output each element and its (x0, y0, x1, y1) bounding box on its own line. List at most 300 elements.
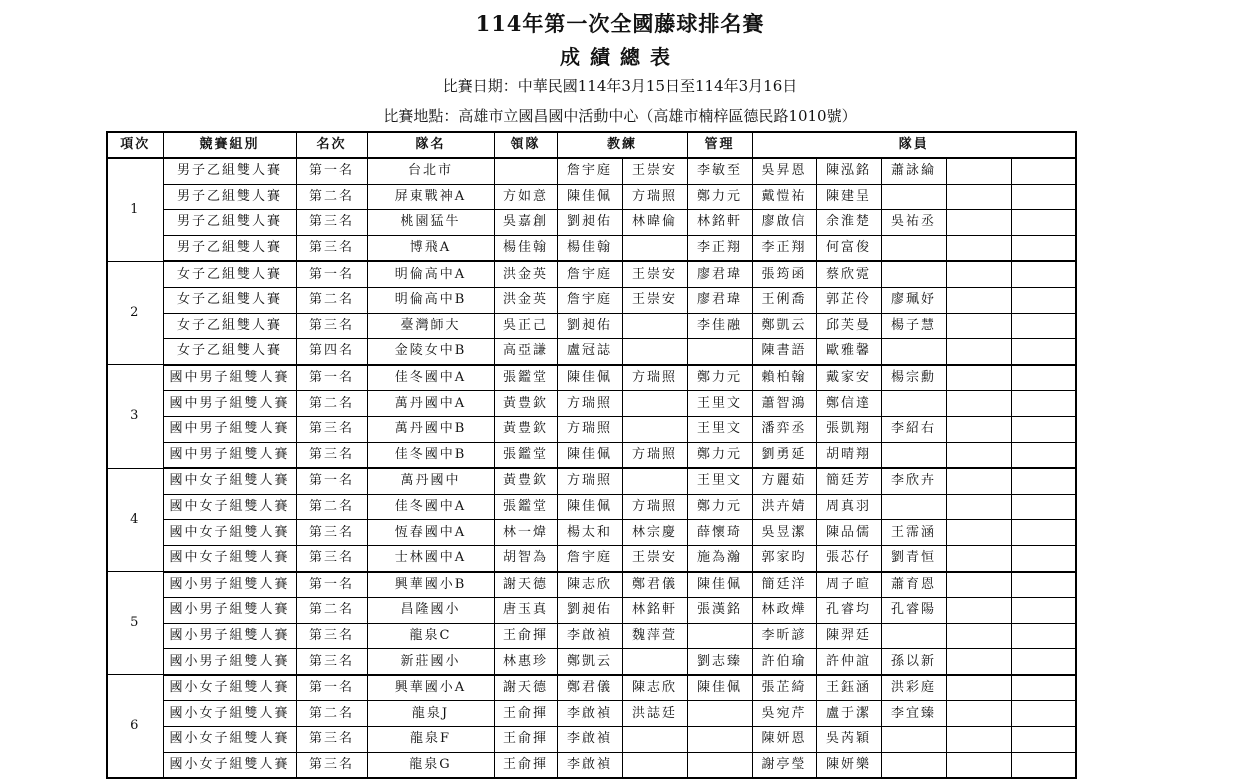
player-cell (946, 572, 1011, 598)
coach-cell: 鄭君儀 (557, 675, 622, 701)
rank-cell: 第二名 (296, 598, 367, 624)
team-name-cell: 明倫高中A (367, 261, 494, 287)
player-cell (946, 442, 1011, 468)
player-cell (1011, 442, 1076, 468)
player-cell (1011, 598, 1076, 624)
coach-cell: 李啟禎 (557, 752, 622, 778)
manager-cell: 鄭力元 (687, 365, 752, 391)
player-cell (946, 520, 1011, 546)
category-cell: 男子乙組雙人賽 (163, 235, 296, 261)
category-cell: 男子乙組雙人賽 (163, 184, 296, 210)
team-name-cell: 桃園猛牛 (367, 210, 494, 236)
manager-cell: 張漢銘 (687, 598, 752, 624)
team-name-cell: 龍泉J (367, 701, 494, 727)
category-cell: 國中男子組雙人賽 (163, 365, 296, 391)
header-players: 隊員 (752, 132, 1076, 158)
table-row (107, 391, 1076, 417)
leader-cell: 王俞揮 (494, 701, 557, 727)
rank-cell: 第二名 (296, 494, 367, 520)
player-cell (881, 339, 946, 365)
item-number-cell: 1 (107, 158, 163, 261)
competition-date: 比賽日期：中華民國114年3月15日至114年3月16日 (442, 77, 798, 95)
player-cell: 劉勇延 (752, 442, 816, 468)
team-name-cell: 萬丹國中 (367, 468, 494, 494)
player-cell (946, 623, 1011, 649)
manager-cell: 鄭力元 (687, 494, 752, 520)
player-cell (1011, 158, 1076, 184)
manager-cell: 李正翔 (687, 235, 752, 261)
manager-cell: 廖君瑋 (687, 287, 752, 313)
coach-cell: 方瑞照 (622, 365, 687, 391)
player-cell: 陳書語 (752, 339, 816, 365)
table-row (107, 572, 1076, 598)
header-category: 競賽組別 (163, 132, 296, 158)
table-row (107, 339, 1076, 365)
category-cell: 國中女子組雙人賽 (163, 494, 296, 520)
coach-cell: 王崇安 (622, 158, 687, 184)
player-cell: 周子暄 (816, 572, 881, 598)
table-row (107, 520, 1076, 546)
player-cell (1011, 468, 1076, 494)
leader-cell: 方如意 (494, 184, 557, 210)
coach-cell: 楊佳翰 (557, 235, 622, 261)
player-cell: 李紹右 (881, 416, 946, 442)
rank-cell: 第一名 (296, 675, 367, 701)
coach-cell (622, 468, 687, 494)
coach-cell: 方瑞照 (622, 494, 687, 520)
player-cell: 許伯瑜 (752, 649, 816, 675)
player-cell: 吳祐丞 (881, 210, 946, 236)
coach-cell: 魏萍萱 (622, 623, 687, 649)
player-cell: 陳建呈 (816, 184, 881, 210)
table-row (107, 649, 1076, 675)
player-cell (946, 598, 1011, 624)
category-cell: 國中男子組雙人賽 (163, 391, 296, 417)
category-cell: 國中女子組雙人賽 (163, 520, 296, 546)
coach-cell: 陳佳佩 (557, 442, 622, 468)
player-cell: 周真羽 (816, 494, 881, 520)
manager-cell (687, 727, 752, 753)
leader-cell (494, 158, 557, 184)
coach-cell: 劉昶佑 (557, 210, 622, 236)
player-cell (946, 261, 1011, 287)
leader-cell: 張鑑堂 (494, 365, 557, 391)
manager-cell: 劉志臻 (687, 649, 752, 675)
coach-cell: 李啟禎 (557, 623, 622, 649)
player-cell (946, 391, 1011, 417)
player-cell (946, 235, 1011, 261)
coach-cell (622, 313, 687, 339)
manager-cell (687, 752, 752, 778)
player-cell (946, 287, 1011, 313)
category-cell: 國中女子組雙人賽 (163, 468, 296, 494)
player-cell (946, 365, 1011, 391)
table-row (107, 623, 1076, 649)
player-cell (1011, 391, 1076, 417)
coach-cell: 李啟禎 (557, 727, 622, 753)
results-body (107, 158, 1076, 778)
coach-cell: 盧冠誌 (557, 339, 622, 365)
coach-cell: 陳志欣 (557, 572, 622, 598)
player-cell (946, 701, 1011, 727)
player-cell (1011, 416, 1076, 442)
coach-cell: 林銘軒 (622, 598, 687, 624)
rank-cell: 第一名 (296, 261, 367, 287)
player-cell (946, 339, 1011, 365)
player-cell (1011, 545, 1076, 571)
player-cell (1011, 365, 1076, 391)
table-row (107, 210, 1076, 236)
player-cell: 方麗茹 (752, 468, 816, 494)
leader-cell: 謝天德 (494, 675, 557, 701)
manager-cell: 陳佳佩 (687, 572, 752, 598)
player-cell (881, 442, 946, 468)
player-cell: 盧于潔 (816, 701, 881, 727)
coach-cell (622, 416, 687, 442)
rank-cell: 第二名 (296, 287, 367, 313)
player-cell: 許仲誼 (816, 649, 881, 675)
rank-cell: 第三名 (296, 520, 367, 546)
category-cell: 國小男子組雙人賽 (163, 572, 296, 598)
table-row (107, 752, 1076, 778)
coach-cell: 陳佳佩 (557, 494, 622, 520)
coach-cell (622, 752, 687, 778)
header-item-no: 項次 (107, 132, 163, 158)
leader-cell: 張鑑堂 (494, 442, 557, 468)
player-cell: 蔡欣霓 (816, 261, 881, 287)
player-cell: 陳泓銘 (816, 158, 881, 184)
leader-cell: 王俞揮 (494, 727, 557, 753)
coach-cell: 詹宇庭 (557, 287, 622, 313)
player-cell: 賴柏翰 (752, 365, 816, 391)
player-cell (1011, 727, 1076, 753)
coach-cell: 林暐倫 (622, 210, 687, 236)
table-row (107, 494, 1076, 520)
team-name-cell: 恆春國中A (367, 520, 494, 546)
team-name-cell: 龍泉C (367, 623, 494, 649)
coach-cell: 詹宇庭 (557, 261, 622, 287)
category-cell: 國小男子組雙人賽 (163, 649, 296, 675)
manager-cell: 林銘軒 (687, 210, 752, 236)
manager-cell: 廖君瑋 (687, 261, 752, 287)
category-cell: 國中男子組雙人賽 (163, 442, 296, 468)
table-row (107, 235, 1076, 261)
player-cell: 蕭育恩 (881, 572, 946, 598)
player-cell (946, 210, 1011, 236)
coach-cell: 陳志欣 (622, 675, 687, 701)
player-cell: 陳羿廷 (816, 623, 881, 649)
table-row (107, 287, 1076, 313)
table-row (107, 598, 1076, 624)
team-name-cell: 屏東戰神A (367, 184, 494, 210)
coach-cell (622, 649, 687, 675)
player-cell: 蕭智鴻 (752, 391, 816, 417)
team-name-cell: 興華國小B (367, 572, 494, 598)
player-cell (881, 235, 946, 261)
coach-cell: 詹宇庭 (557, 158, 622, 184)
header-leader: 領隊 (494, 132, 557, 158)
coach-cell: 方瑞照 (622, 442, 687, 468)
player-cell: 孔睿陽 (881, 598, 946, 624)
player-cell: 簡廷洋 (752, 572, 816, 598)
player-cell (946, 468, 1011, 494)
manager-cell: 施為瀚 (687, 545, 752, 571)
player-cell: 歐雅馨 (816, 339, 881, 365)
team-name-cell: 臺灣師大 (367, 313, 494, 339)
player-cell: 何富俊 (816, 235, 881, 261)
leader-cell: 林惠珍 (494, 649, 557, 675)
coach-cell: 王崇安 (622, 545, 687, 571)
leader-cell: 楊佳翰 (494, 235, 557, 261)
rank-cell: 第二名 (296, 391, 367, 417)
header-coach: 教練 (557, 132, 687, 158)
player-cell (881, 727, 946, 753)
player-cell (1011, 649, 1076, 675)
coach-cell: 方瑞照 (622, 184, 687, 210)
coach-cell: 詹宇庭 (557, 545, 622, 571)
rank-cell: 第三名 (296, 235, 367, 261)
player-cell: 郭芷伶 (816, 287, 881, 313)
player-cell (946, 184, 1011, 210)
leader-cell: 胡智為 (494, 545, 557, 571)
coach-cell (622, 339, 687, 365)
table-row (107, 416, 1076, 442)
player-cell: 吳宛芹 (752, 701, 816, 727)
table-row (107, 468, 1076, 494)
player-cell: 謝亭瑩 (752, 752, 816, 778)
document-subtitle: 成績總表 (560, 45, 680, 69)
coach-cell (622, 391, 687, 417)
player-cell (946, 545, 1011, 571)
leader-cell: 黃豊欽 (494, 468, 557, 494)
team-name-cell: 士林國中A (367, 545, 494, 571)
document-title: 114年第一次全國藤球排名賽 (475, 11, 765, 36)
player-cell: 郭家昀 (752, 545, 816, 571)
leader-cell: 林一煒 (494, 520, 557, 546)
player-cell (946, 158, 1011, 184)
player-cell: 洪彩庭 (881, 675, 946, 701)
player-cell (1011, 752, 1076, 778)
team-name-cell: 萬丹國中B (367, 416, 494, 442)
player-cell (1011, 675, 1076, 701)
leader-cell: 張鑑堂 (494, 494, 557, 520)
rank-cell: 第三名 (296, 545, 367, 571)
header-rank: 名次 (296, 132, 367, 158)
manager-cell: 李佳融 (687, 313, 752, 339)
player-cell: 簡廷芳 (816, 468, 881, 494)
player-cell: 李正翔 (752, 235, 816, 261)
player-cell: 吳芮穎 (816, 727, 881, 753)
header-team: 隊名 (367, 132, 494, 158)
player-cell (946, 752, 1011, 778)
player-cell (946, 649, 1011, 675)
player-cell (881, 752, 946, 778)
player-cell: 張芷綺 (752, 675, 816, 701)
team-name-cell: 龍泉F (367, 727, 494, 753)
player-cell: 孔睿均 (816, 598, 881, 624)
team-name-cell: 新莊國小 (367, 649, 494, 675)
category-cell: 男子乙組雙人賽 (163, 210, 296, 236)
manager-cell: 鄭力元 (687, 442, 752, 468)
team-name-cell: 博飛A (367, 235, 494, 261)
leader-cell: 高亞謙 (494, 339, 557, 365)
item-number-cell: 3 (107, 365, 163, 468)
coach-cell: 方瑞照 (557, 391, 622, 417)
player-cell (1011, 520, 1076, 546)
rank-cell: 第三名 (296, 623, 367, 649)
player-cell (881, 391, 946, 417)
team-name-cell: 明倫高中B (367, 287, 494, 313)
category-cell: 女子乙組雙人賽 (163, 261, 296, 287)
rank-cell: 第三名 (296, 416, 367, 442)
player-cell (1011, 313, 1076, 339)
player-cell: 戴家安 (816, 365, 881, 391)
coach-cell: 王崇安 (622, 261, 687, 287)
coach-cell: 陳佳佩 (557, 365, 622, 391)
manager-cell (687, 339, 752, 365)
player-cell (946, 416, 1011, 442)
player-cell (1011, 261, 1076, 287)
player-cell: 張芯仔 (816, 545, 881, 571)
table-row (107, 545, 1076, 571)
player-cell: 吳昇恩 (752, 158, 816, 184)
player-cell: 邱芙曼 (816, 313, 881, 339)
rank-cell: 第一名 (296, 572, 367, 598)
player-cell: 陳妍樂 (816, 752, 881, 778)
manager-cell (687, 623, 752, 649)
player-cell (1011, 287, 1076, 313)
table-row (107, 184, 1076, 210)
team-name-cell: 龍泉G (367, 752, 494, 778)
manager-cell: 王里文 (687, 416, 752, 442)
table-row (107, 675, 1076, 701)
player-cell: 廖珮妤 (881, 287, 946, 313)
table-row (107, 261, 1076, 287)
player-cell: 張凱翔 (816, 416, 881, 442)
category-cell: 國中男子組雙人賽 (163, 416, 296, 442)
player-cell: 王俐喬 (752, 287, 816, 313)
player-cell: 陳妍恩 (752, 727, 816, 753)
leader-cell: 黃豊欽 (494, 391, 557, 417)
coach-cell (622, 727, 687, 753)
category-cell: 國小女子組雙人賽 (163, 727, 296, 753)
manager-cell: 鄭力元 (687, 184, 752, 210)
manager-cell: 王里文 (687, 468, 752, 494)
category-cell: 國小女子組雙人賽 (163, 752, 296, 778)
player-cell (946, 313, 1011, 339)
player-cell: 王鈺涵 (816, 675, 881, 701)
coach-cell (622, 235, 687, 261)
player-cell (1011, 339, 1076, 365)
rank-cell: 第二名 (296, 701, 367, 727)
player-cell (1011, 184, 1076, 210)
team-name-cell: 萬丹國中A (367, 391, 494, 417)
player-cell: 林政燁 (752, 598, 816, 624)
rank-cell: 第一名 (296, 365, 367, 391)
player-cell: 李欣卉 (881, 468, 946, 494)
player-cell: 張筠函 (752, 261, 816, 287)
item-number-cell: 2 (107, 261, 163, 364)
coach-cell: 劉昶佑 (557, 598, 622, 624)
manager-cell: 王里文 (687, 391, 752, 417)
player-cell (881, 184, 946, 210)
team-name-cell: 昌隆國小 (367, 598, 494, 624)
item-number-cell: 6 (107, 675, 163, 778)
coach-cell: 王崇安 (622, 287, 687, 313)
player-cell: 潘弈丞 (752, 416, 816, 442)
player-cell: 余淮楚 (816, 210, 881, 236)
leader-cell: 王俞揮 (494, 752, 557, 778)
player-cell (1011, 210, 1076, 236)
table-row (107, 158, 1076, 184)
player-cell (946, 675, 1011, 701)
table-row (107, 442, 1076, 468)
coach-cell: 李啟禎 (557, 701, 622, 727)
player-cell: 李昕諺 (752, 623, 816, 649)
category-cell: 國小女子組雙人賽 (163, 675, 296, 701)
manager-cell: 陳佳佩 (687, 675, 752, 701)
category-cell: 女子乙組雙人賽 (163, 339, 296, 365)
player-cell: 陳品儒 (816, 520, 881, 546)
coach-cell: 鄭凱云 (557, 649, 622, 675)
category-cell: 國小男子組雙人賽 (163, 623, 296, 649)
table-header-row (107, 132, 1076, 158)
leader-cell: 洪金英 (494, 261, 557, 287)
rank-cell: 第三名 (296, 313, 367, 339)
category-cell: 女子乙組雙人賽 (163, 287, 296, 313)
player-cell (881, 623, 946, 649)
rank-cell: 第四名 (296, 339, 367, 365)
leader-cell: 唐玉真 (494, 598, 557, 624)
category-cell: 國中女子組雙人賽 (163, 545, 296, 571)
player-cell: 戴愷祐 (752, 184, 816, 210)
team-name-cell: 佳冬國中A (367, 365, 494, 391)
team-name-cell: 台北市 (367, 158, 494, 184)
leader-cell: 王俞揮 (494, 623, 557, 649)
player-cell (881, 494, 946, 520)
rank-cell: 第三名 (296, 442, 367, 468)
team-name-cell: 佳冬國中B (367, 442, 494, 468)
player-cell: 王霈涵 (881, 520, 946, 546)
category-cell: 國小女子組雙人賽 (163, 701, 296, 727)
player-cell: 孫以新 (881, 649, 946, 675)
header-manager: 管理 (687, 132, 752, 158)
category-cell: 國小男子組雙人賽 (163, 598, 296, 624)
results-table (106, 131, 1077, 779)
player-cell: 吳昱潔 (752, 520, 816, 546)
table-row (107, 313, 1076, 339)
player-cell (1011, 235, 1076, 261)
player-cell: 廖啟信 (752, 210, 816, 236)
rank-cell: 第一名 (296, 468, 367, 494)
category-cell: 女子乙組雙人賽 (163, 313, 296, 339)
coach-cell: 鄭君儀 (622, 572, 687, 598)
rank-cell: 第二名 (296, 184, 367, 210)
category-cell: 男子乙組雙人賽 (163, 158, 296, 184)
manager-cell: 薛懷琦 (687, 520, 752, 546)
team-name-cell: 佳冬國中A (367, 494, 494, 520)
coach-cell: 劉昶佑 (557, 313, 622, 339)
manager-cell: 李敏至 (687, 158, 752, 184)
rank-cell: 第三名 (296, 752, 367, 778)
player-cell (1011, 494, 1076, 520)
item-number-cell: 5 (107, 572, 163, 675)
player-cell (1011, 572, 1076, 598)
player-cell (1011, 701, 1076, 727)
player-cell: 鄭信達 (816, 391, 881, 417)
leader-cell: 吳正己 (494, 313, 557, 339)
item-number-cell: 4 (107, 468, 163, 571)
